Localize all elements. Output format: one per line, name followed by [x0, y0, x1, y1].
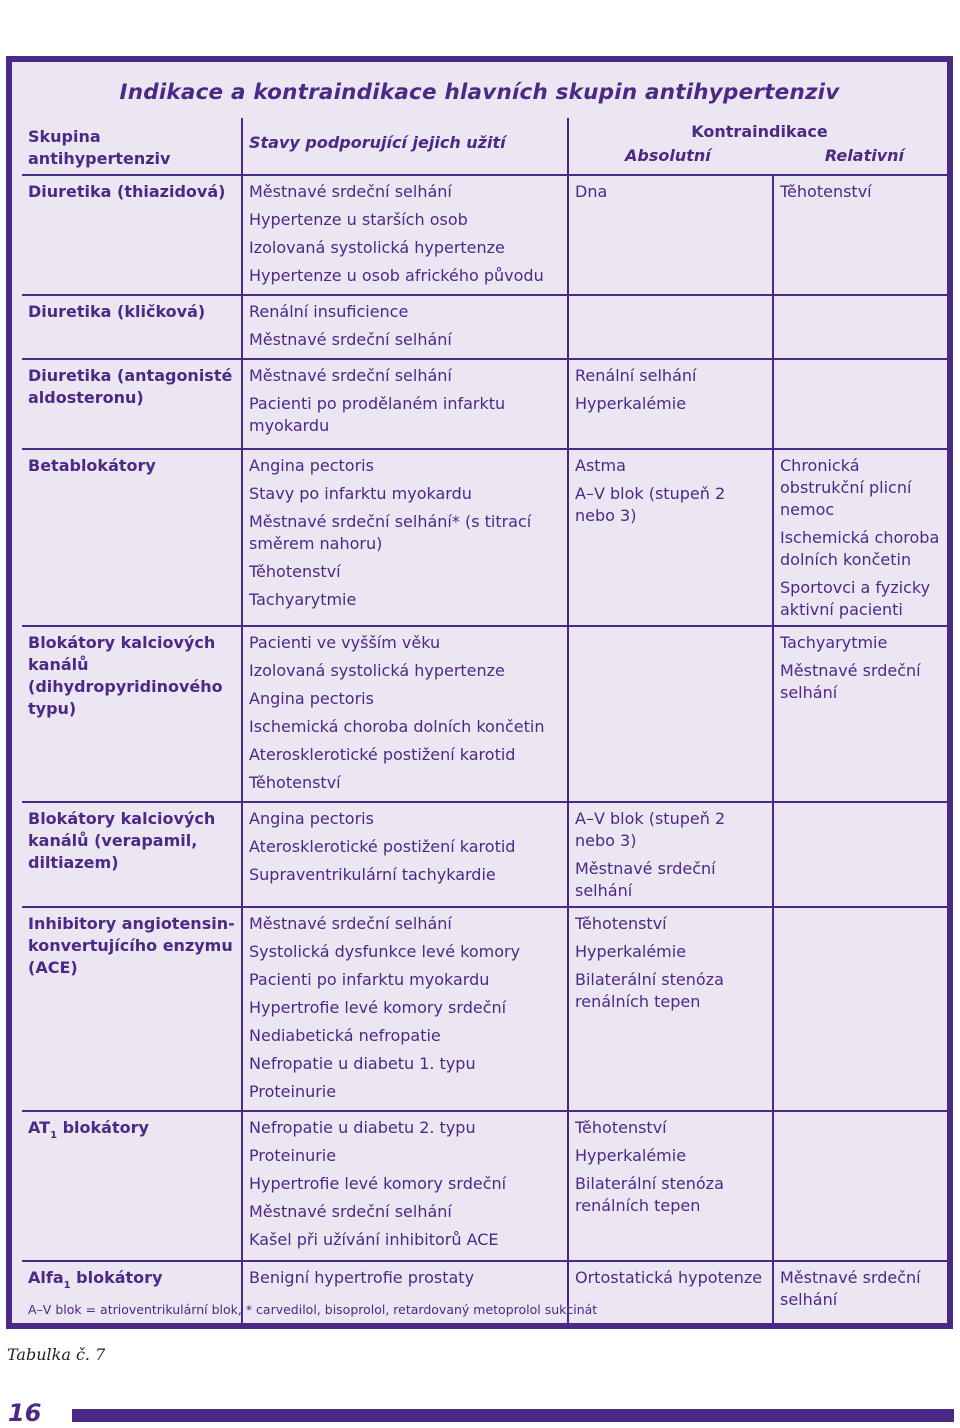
group-label: Blokátory kalciových kanálů (dihydropyridinového typu)	[28, 633, 223, 718]
absolutni-item: A–V blok (stupeň 2 nebo 3)	[575, 809, 726, 850]
absolutni-item: Dna	[575, 182, 608, 201]
absolutni-item: Těhotenství	[575, 914, 667, 933]
group-subscript: 1	[50, 1130, 58, 1141]
relativni-item: Tachyarytmie	[780, 633, 888, 652]
relativni-item: Městnavé srdeční selhání	[780, 661, 921, 702]
table-row	[22, 449, 950, 626]
absolutni-item: Astma	[575, 456, 626, 475]
header-skupina: Skupina antihypertenziv	[22, 118, 242, 175]
group-subscript: 1	[63, 1280, 71, 1291]
stavy-item: Hypertrofie levé komory srdeční	[249, 998, 507, 1017]
page-number: 16	[8, 1399, 42, 1427]
absolutni-cell	[568, 802, 773, 907]
absolutni-cell	[568, 1261, 773, 1327]
stavy-cell	[242, 359, 568, 449]
group-cell	[22, 449, 242, 626]
group-cell	[22, 802, 242, 907]
relativni-item: Chronická obstrukční plicní nemoc	[780, 456, 912, 519]
absolutni-cell	[568, 1111, 773, 1261]
table-row	[22, 295, 950, 359]
table-row	[22, 626, 950, 802]
relativni-item: Ischemická choroba dolních končetin	[780, 528, 940, 569]
table-frame	[6, 56, 953, 1329]
stavy-cell	[242, 1111, 568, 1261]
group-label: Diuretika (antagonisté aldosteronu)	[28, 366, 233, 407]
group-cell	[22, 907, 242, 1111]
stavy-cell	[242, 626, 568, 802]
absolutni-item: Hyperkalémie	[575, 942, 687, 961]
stavy-item: Proteinurie	[249, 1146, 337, 1165]
group-cell	[22, 175, 242, 295]
stavy-item: Angina pectoris	[249, 689, 374, 708]
stavy-item: Aterosklerotické postižení karotid	[249, 837, 516, 856]
group-cell	[22, 1261, 242, 1327]
header-kontraindikace	[568, 118, 950, 175]
stavy-item: Hypertrofie levé komory srdeční	[249, 1174, 507, 1193]
stavy-item: Městnavé srdeční selhání	[249, 1202, 452, 1221]
group-label: Diuretika (thiazidová)	[28, 182, 226, 201]
stavy-item: Nefropatie u diabetu 1. typu	[249, 1054, 476, 1073]
stavy-item: Benigní hypertrofie prostaty	[249, 1268, 475, 1287]
antihypertensive-table	[22, 118, 950, 1328]
group-prefix: Alfa	[28, 1268, 64, 1287]
absolutni-item: Těhotenství	[575, 1118, 667, 1137]
relativni-cell	[773, 802, 950, 907]
relativni-item: Těhotenství	[780, 182, 872, 201]
stavy-item: Renální insuficience	[249, 302, 409, 321]
relativni-label: Relativní	[824, 146, 904, 165]
absolutni-cell	[568, 449, 773, 626]
stavy-item: Pacienti po infarktu myokardu	[249, 970, 490, 989]
stavy-item: Supraventrikulární tachykardie	[249, 865, 496, 884]
stavy-item: Ischemická choroba dolních končetin	[249, 717, 545, 736]
header-stavy: Stavy podporující jejich užití	[242, 118, 568, 175]
absolutni-item: Renální selhání	[575, 366, 697, 385]
stavy-item: Nediabetická nefropatie	[249, 1026, 441, 1045]
absolutni-item: Městnavé srdeční selhání	[575, 859, 716, 900]
stavy-item: Aterosklerotické postižení karotid	[249, 745, 516, 764]
stavy-item: Kašel při užívání inhibitorů ACE	[249, 1230, 499, 1249]
stavy-cell	[242, 802, 568, 907]
stavy-item: Městnavé srdeční selhání* (s titrací směrem nahoru)	[249, 512, 532, 553]
absolutni-cell	[568, 295, 773, 359]
stavy-item: Městnavé srdeční selhání	[249, 330, 452, 349]
relativni-cell	[773, 295, 950, 359]
stavy-cell	[242, 1261, 568, 1327]
absolutni-item: Ortostatická hypotenze	[575, 1268, 763, 1287]
absolutni-cell	[568, 626, 773, 802]
table-row	[22, 359, 950, 449]
table-row	[22, 907, 950, 1111]
relativni-cell	[773, 1261, 950, 1327]
stavy-item: Pacienti po prodělaném infarktu myokardu	[249, 394, 506, 435]
stavy-item: Stavy po infarktu myokardu	[249, 484, 472, 503]
stavy-item: Systolická dysfunkce levé komory	[249, 942, 521, 961]
stavy-cell	[242, 175, 568, 295]
group-prefix: AT	[28, 1118, 51, 1137]
relativni-cell	[773, 449, 950, 626]
page-bar	[72, 1409, 954, 1422]
kontraindikace-label: Kontraindikace	[691, 122, 828, 141]
absolutni-item: A–V blok (stupeň 2 nebo 3)	[575, 484, 726, 525]
table-caption: Tabulka č. 7	[7, 1345, 106, 1364]
stavy-item: Městnavé srdeční selhání	[249, 914, 452, 933]
stavy-cell	[242, 907, 568, 1111]
stavy-item: Městnavé srdeční selhání	[249, 366, 452, 385]
stavy-item: Těhotenství	[249, 773, 341, 792]
relativni-cell	[773, 626, 950, 802]
group-cell	[22, 295, 242, 359]
relativni-cell	[773, 359, 950, 449]
group-cell	[22, 1111, 242, 1261]
stavy-item: Proteinurie	[249, 1082, 337, 1101]
stavy-item: Angina pectoris	[249, 809, 374, 828]
stavy-item: Angina pectoris	[249, 456, 374, 475]
stavy-item: Těhotenství	[249, 562, 341, 581]
stavy-item: Hypertenze u starších osob	[249, 210, 468, 229]
absolutni-item: Hyperkalémie	[575, 1146, 687, 1165]
group-label: Inhibitory angiotensin-konvertujícího enzymu (ACE)	[28, 914, 235, 977]
absolutni-item: Bilaterální stenóza renálních tepen	[575, 1174, 724, 1215]
absolutni-cell	[568, 175, 773, 295]
relativni-cell	[773, 1111, 950, 1261]
stavy-item: Nefropatie u diabetu 2. typu	[249, 1118, 476, 1137]
stavy-cell	[242, 295, 568, 359]
group-label: Diuretika (kličková)	[28, 302, 206, 321]
stavy-item: Pacienti ve vyšším věku	[249, 633, 441, 652]
absolutni-label: Absolutní	[625, 146, 711, 165]
absolutni-cell	[568, 907, 773, 1111]
table-row	[22, 1111, 950, 1261]
footnote: A–V blok = atrioventrikulární blok, * carvedilol, bisoprolol, retardovaný metoprolol sukcinát	[28, 1302, 598, 1317]
relativni-cell	[773, 907, 950, 1111]
group-suffix: blokátory	[57, 1118, 149, 1137]
stavy-item: Tachyarytmie	[249, 590, 357, 609]
absolutni-cell	[568, 359, 773, 449]
stavy-cell	[242, 449, 568, 626]
relativni-item: Městnavé srdeční selhání	[780, 1268, 921, 1309]
relativni-item: Sportovci a fyzicky aktivní pacienti	[780, 578, 931, 619]
group-label: Blokátory kalciových kanálů (verapamil, diltiazem)	[28, 809, 216, 872]
absolutni-item: Bilaterální stenóza renálních tepen	[575, 970, 724, 1011]
header-row	[22, 118, 950, 175]
stavy-item: Izolovaná systolická hypertenze	[249, 661, 505, 680]
stavy-item: Izolovaná systolická hypertenze	[249, 238, 505, 257]
table-title: Indikace a kontraindikace hlavních skupin antihypertenziv	[119, 80, 840, 105]
relativni-cell	[773, 175, 950, 295]
group-label: Betablokátory	[28, 456, 156, 475]
group-cell	[22, 626, 242, 802]
table-row	[22, 1261, 950, 1327]
group-cell	[22, 359, 242, 449]
group-suffix: blokátory	[70, 1268, 163, 1287]
table-row	[22, 802, 950, 907]
absolutni-item: Hyperkalémie	[575, 394, 687, 413]
stavy-item: Městnavé srdeční selhání	[249, 182, 452, 201]
stavy-item: Hypertenze u osob afrického původu	[249, 266, 544, 285]
table-row	[22, 175, 950, 295]
